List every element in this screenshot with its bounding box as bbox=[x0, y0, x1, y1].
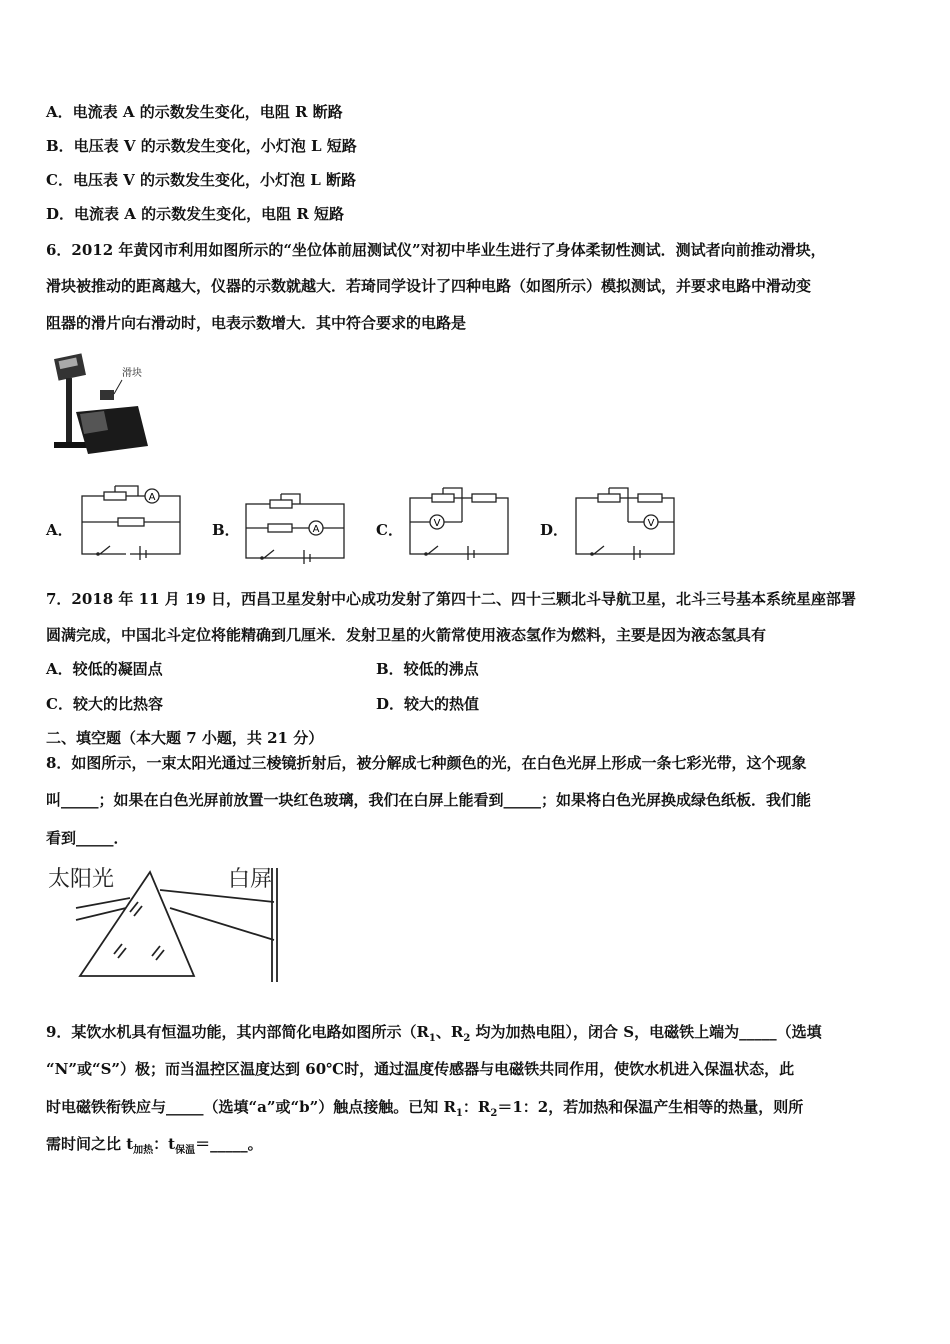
q9-line-3: 时电磁铁衔铁应与_____（选填“a”或“b”）触点接触。已知 $R_1$：$R_2=1$：2，若加热和保温产生相等的热量，则所 bbox=[46, 1098, 804, 1119]
q9-line-1: 9．某饮水机具有恒温功能，其内部简化电路如图所示（$R_1$、$R_2$ 均为加热电阻），闭合 S，电磁铁上端为_____（选填 bbox=[46, 1023, 822, 1044]
q5-option-a: A．电流表 A 的示数发生变化，电阻 R 断路 bbox=[46, 103, 343, 121]
q6-label-a: A． bbox=[46, 521, 73, 539]
q7-line-1: 7．2018 年 11 月 19 日，西昌卫星发射中心成功发射了第四十二、四十三颗北斗导航卫星，北斗三号基本系统星座部署 bbox=[46, 590, 857, 608]
ammeter-symbol-a: A bbox=[148, 492, 156, 503]
q9-line-2: “N”或“S”）极；而当温控区温度达到 60℃时，通过温度传感器与电磁铁共同作用，使饮水机进入保温状态，此 bbox=[46, 1060, 795, 1078]
q7-option-d: D．较大的热值 bbox=[376, 695, 480, 713]
q5-option-c: C．电压表 V 的示数发生变化，小灯泡 L 断路 bbox=[46, 171, 357, 189]
q6-label-d: D． bbox=[540, 521, 569, 539]
flexibility-tester-photo bbox=[44, 350, 156, 462]
ammeter-symbol-b: A bbox=[312, 524, 320, 535]
q6-line-2: 滑块被推动的距离越大，仪器的示数就越大．若琦同学设计了四种电路（如图所示）模拟测试，并要求电路中滑动变 bbox=[46, 277, 812, 295]
q7-option-b: B．较低的沸点 bbox=[376, 660, 479, 678]
circuit-c-diagram bbox=[406, 484, 514, 560]
white-screen-label: 白屏 bbox=[228, 867, 273, 892]
circuit-d-diagram bbox=[572, 484, 680, 560]
q6-label-c: C． bbox=[376, 521, 403, 539]
sunlight-label: 太阳光 bbox=[48, 867, 115, 892]
slider-label: 滑块 bbox=[122, 368, 142, 379]
q6-line-3: 阻器的滑片向右滑动时，电表示数增大．其中符合要求的电路是 bbox=[46, 314, 467, 332]
q8-line-2: 叫_____；如果在白色光屏前放置一块红色玻璃，我们在白屏上能看到_____；如果将白色光屏换成绿色纸板．我们能 bbox=[46, 791, 812, 809]
q7-option-c: C．较大的比热容 bbox=[46, 695, 163, 713]
voltmeter-symbol-c: V bbox=[433, 518, 441, 529]
q5-option-d: D．电流表 A 的示数发生变化，电阻 R 短路 bbox=[46, 205, 345, 223]
q7-option-a: A．较低的凝固点 bbox=[46, 660, 163, 678]
q8-line-3: 看到_____． bbox=[46, 829, 129, 847]
q9-line-4: 需时间之比 $t_{加热}$：$t_{保温}=\_\_\_\_\_$。 bbox=[46, 1135, 263, 1156]
voltmeter-symbol-d: V bbox=[647, 518, 655, 529]
section-two-heading: 二、填空题（本大题 7 小题，共 21 分） bbox=[46, 729, 324, 747]
q6-label-b: B． bbox=[212, 521, 240, 539]
q5-option-b: B．电压表 V 的示数发生变化，小灯泡 L 短路 bbox=[46, 137, 357, 155]
q6-line-1: 6．2012 年黄冈市利用如图所示的“坐位体前屈测试仪”对初中毕业生进行了身体柔韧性测试．测试者向前推动滑块， bbox=[46, 241, 826, 259]
q8-line-1: 8．如图所示，一束太阳光通过三棱镜折射后，被分解成七种颜色的光，在白色光屏上形成一条七彩光带，这个现象 bbox=[46, 754, 807, 772]
q7-line-2: 圆满完成，中国北斗定位将能精确到几厘米．发射卫星的火箭常使用液态氢作为燃料，主要是因为液态氢具有 bbox=[46, 626, 767, 644]
circuit-a-diagram bbox=[78, 484, 186, 560]
circuit-b-diagram bbox=[242, 484, 350, 564]
prism-dispersion-figure bbox=[44, 858, 294, 988]
